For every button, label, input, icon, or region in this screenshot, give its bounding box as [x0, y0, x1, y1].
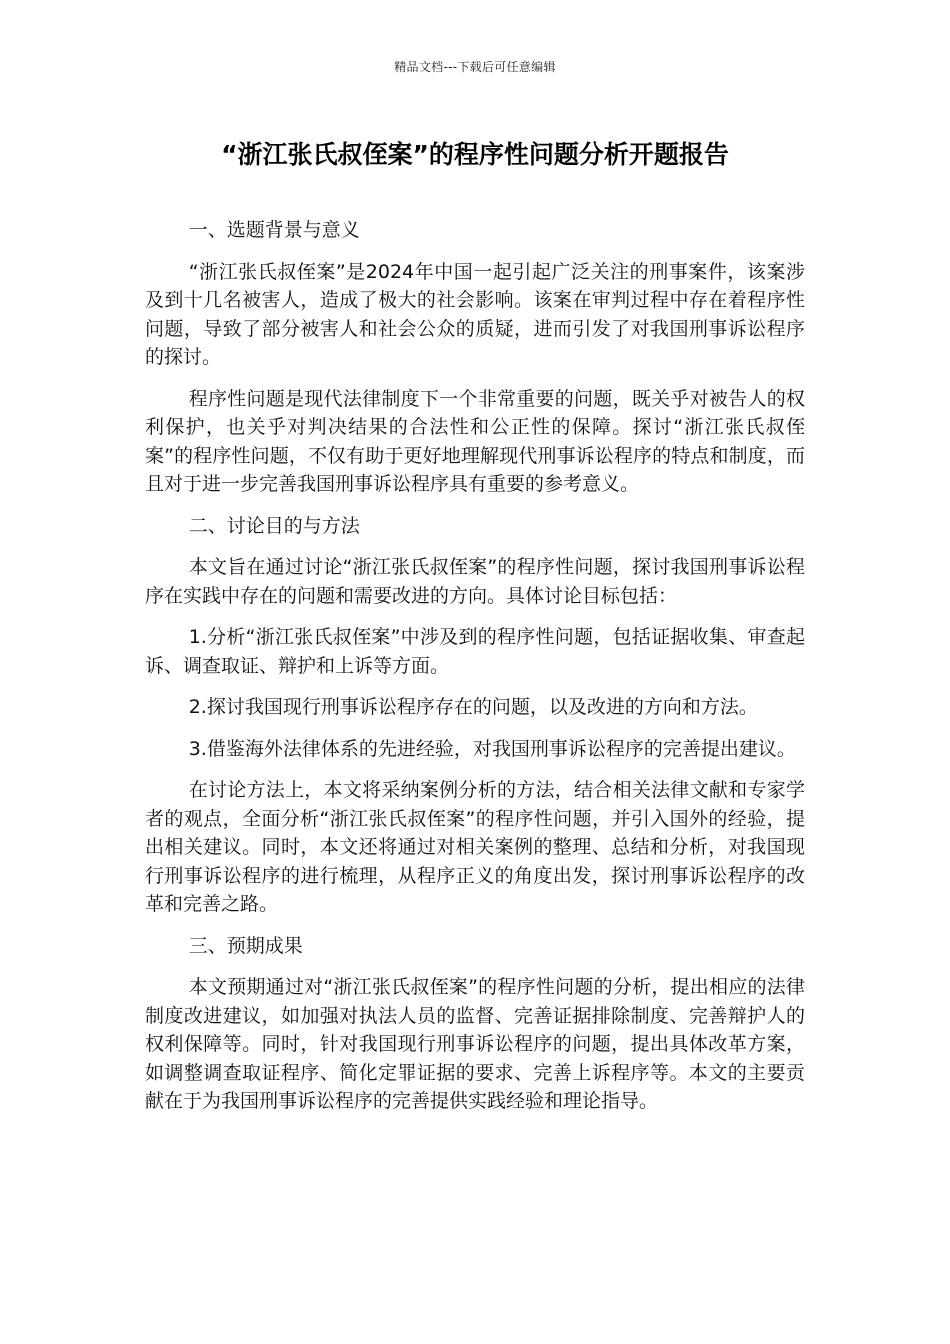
paragraph: 在讨论方法上，本文将采纳案例分析的方法，结合相关法律文献和专家学者的观点，全面分析“浙江张氏叔侄案”的程序性问题，并引入国外的经验，提出相关建议。同时，本文还将通过对相关案例的整理、总结和分析，对我国现行刑事诉讼程序的进行梳理，从程序正义的角度出发，探讨刑事诉讼程序的改革和完善之路。: [145, 779, 805, 915]
list-item: 2.探讨我国现行刑事诉讼程序存在的问题，以及改进的方向和方法。: [188, 696, 758, 718]
list-item: 1.分析“浙江张氏叔侄案”中涉及到的程序性问题，包括证据收集、审查起诉、调查取证、辩护和上诉等方面。: [145, 626, 805, 677]
paragraph: 本文旨在通过讨论“浙江张氏叔侄案”的程序性问题，探讨我国刑事诉讼程序在实践中存在的问题和需要改进的方向。具体讨论目标包括：: [145, 556, 805, 607]
document-body: [145, 216, 805, 1129]
paragraph: “浙江张氏叔侄案”是2024年中国一起引起广泛关注的刑事案件，该案涉及到十几名被害人，造成了极大的社会影响。该案在审判过程中存在着程序性问题，导致了部分被害人和社会公众的质疑，进而引发了对我国刑事诉讼程序的探讨。: [145, 260, 805, 368]
section-heading-purpose-method: 二、讨论目的与方法: [188, 514, 360, 537]
section-heading-expected-results: 三、预期成果: [188, 934, 303, 957]
paragraph: 本文预期通过对“浙江张氏叔侄案”的程序性问题的分析，提出相应的法律制度改进建议，如加强对执法人员的监督、完善证据排除制度、完善辩护人的权利保障等。同时，针对我国现行刑事诉讼程序的问题，提出具体改革方案，如调整调查取证程序、简化定罪证据的要求、完善上诉程序等。本文的主要贡献在于为我国刑事诉讼程序的完善提供实践经验和理论指导。: [145, 976, 805, 1112]
list-item: 3.借鉴海外法律体系的先进经验，对我国刑事诉讼程序的完善提出建议。: [188, 737, 796, 760]
page-header-note: 精品文档---下载后可任意编辑: [394, 60, 556, 74]
paragraph: 程序性问题是现代法律制度下一个非常重要的问题，既关乎对被告人的权利保护，也关乎对判决结果的合法性和公正性的保障。探讨“浙江张氏叔侄案”的程序性问题，不仅有助于更好地理解现代刑事诉讼程序的特点和制度，而且对于进一步完善我国刑事诉讼程序具有重要的参考意义。: [145, 387, 805, 495]
document-title: “浙江张氏叔侄案”的程序性问题分析开题报告: [221, 140, 729, 169]
section-heading-background: 一、选题背景与意义: [188, 219, 360, 241]
